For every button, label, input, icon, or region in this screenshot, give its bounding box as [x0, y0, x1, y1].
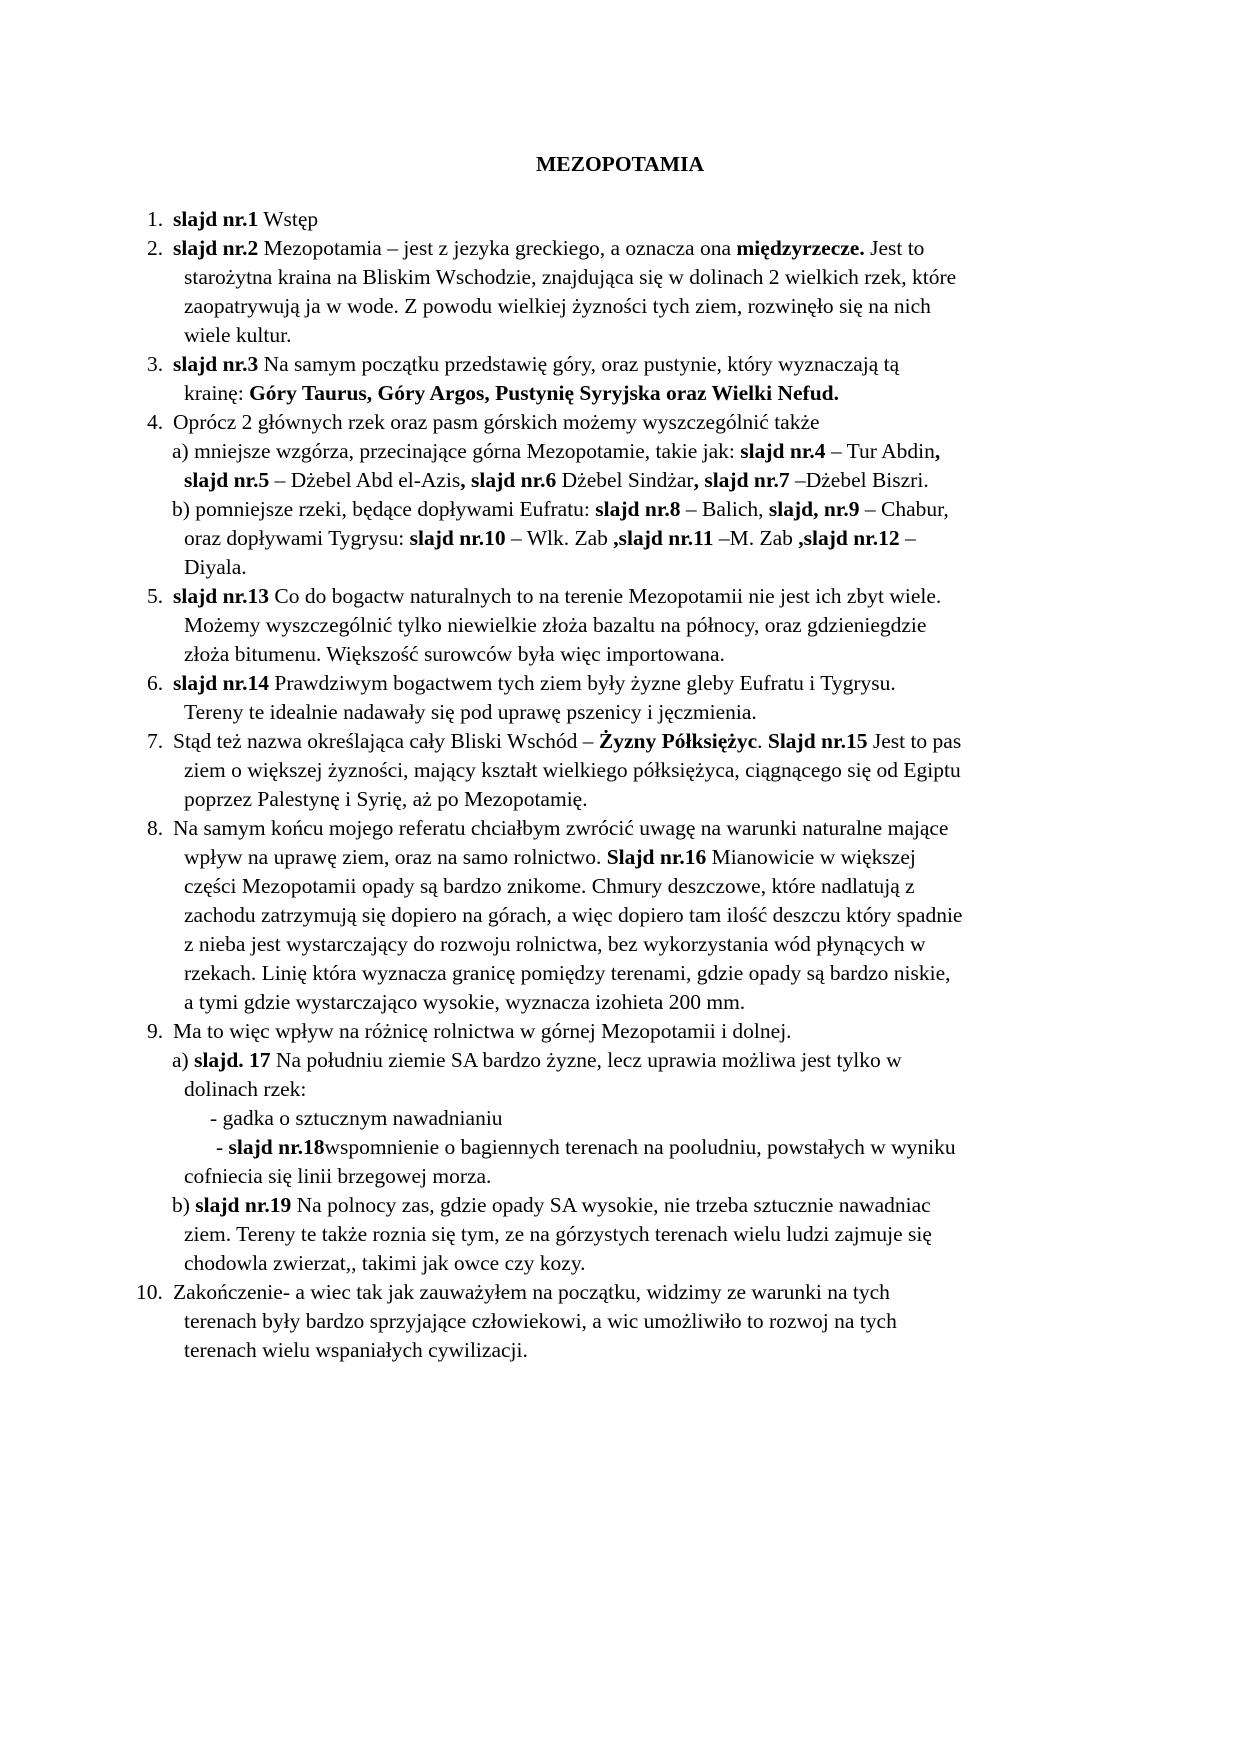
text-run: – Dżebel Abd el-Azis: [269, 468, 461, 492]
text-line: [184, 466, 929, 495]
list-number: 5.: [147, 584, 164, 608]
text-run: Na polnocy zas, gdzie opady SA wysokie, nie trzeba sztucznie nawadniac: [291, 1193, 931, 1217]
text-run: poprzez Palestynę i Syrię, aż po Mezopotamię.: [184, 787, 588, 811]
text-line: [173, 1017, 792, 1046]
text-run: –M. Zab: [713, 526, 799, 550]
text-line: [184, 1162, 491, 1191]
text-run: a) mniejsze wzgórza, przecinające górna Mezopotamie, takie jak:: [172, 439, 741, 463]
list-number: 6.: [147, 671, 164, 695]
text-run: ziem o większej żyzności, mający kształt wielkiego półksiężyca, ciągnącego się od Egiptu: [184, 758, 961, 782]
text-line: [184, 292, 931, 321]
text-run: Na samym końcu mojego referatu chciałbym zwrócić uwagę na warunki naturalne mające: [173, 816, 949, 840]
text-run: Prawdziwym bogactwem tych ziem były żyzne gleby Eufratu i Tygrysu.: [268, 671, 896, 695]
text-run: Na południu ziemie SA bardzo żyzne, lecz uprawia możliwa jest tylko w: [270, 1048, 902, 1072]
list-number: 10.: [136, 1280, 163, 1304]
bold-run: ,: [934, 439, 941, 463]
text-line: [184, 1075, 306, 1104]
text-run: Jest to pas: [867, 729, 962, 753]
text-run: b): [172, 1193, 196, 1217]
text-line: [172, 1046, 902, 1075]
text-run: cofniecia się linii brzegowej morza.: [184, 1164, 492, 1188]
text-run: Ma to więc wpływ na różnicę rolnictwa w górnej Mezopotamii i dolnej.: [173, 1019, 792, 1043]
text-run: rzekach. Linię która wyznacza granicę pomiędzy terenami, gdzie opady są bardzo niskie,: [184, 961, 951, 985]
text-line: [173, 350, 899, 379]
text-line: [210, 1104, 503, 1133]
text-line: [184, 640, 725, 669]
text-line: [173, 727, 961, 756]
text-run: –Dżebel Biszri.: [789, 468, 929, 492]
text-line: [184, 843, 916, 872]
bold-run: slajd. 17: [194, 1048, 271, 1072]
bold-run: ,slajd nr.12: [798, 526, 900, 550]
text-line: [184, 988, 745, 1017]
document-title: MEZOPOTAMIA: [535, 152, 704, 176]
text-run: Diyala.: [184, 555, 247, 579]
text-run: ziem. Tereny te także roznia się tym, ze na górzystych terenach wielu ludzi zajmuje się: [184, 1222, 932, 1246]
text-line: [184, 930, 925, 959]
text-run: dolinach rzek:: [184, 1077, 307, 1101]
text-line: [172, 1191, 931, 1220]
text-line: [172, 495, 949, 524]
text-line: [184, 553, 247, 582]
text-run: a tymi gdzie wystarczająco wysokie, wyznacza izohieta 200 mm.: [184, 990, 746, 1014]
text-run: Stąd też nazwa określająca cały Bliski Wschód –: [173, 729, 599, 753]
text-run: – Wlk. Zab: [505, 526, 614, 550]
text-run: – Chabur,: [859, 497, 949, 521]
bold-run: , slajd nr.6: [460, 468, 557, 492]
bold-run: slajd nr.10: [409, 526, 506, 550]
text-run: zaopatrywują ja w wode. Z powodu wielkiej żyzności tych ziem, rozwinęło się na nich: [184, 294, 931, 318]
bold-run: slajd nr.3: [173, 352, 259, 376]
bold-run: slajd nr.5: [184, 468, 270, 492]
text-run: zachodu zatrzymują się dopiero na górach, a więc dopiero tam ilość deszczu który spadnie: [184, 903, 963, 927]
list-number: 9.: [147, 1019, 164, 1043]
text-line: [216, 1133, 956, 1162]
list-number: 1.: [147, 207, 164, 231]
text-line: [184, 901, 962, 930]
text-line: [184, 785, 588, 814]
text-run: Na samym początku przedstawię góry, oraz pustynie, który wyznaczają tą: [258, 352, 900, 376]
text-run: wspomnienie o bagiennych terenach na pooludniu, powstałych w wyniku: [324, 1135, 956, 1159]
list-number: 7.: [147, 729, 164, 753]
text-line: [184, 756, 961, 785]
text-run: krainę:: [184, 381, 250, 405]
text-run: - gadka o sztucznym nawadnianiu: [210, 1106, 503, 1130]
text-line: [184, 872, 915, 901]
text-run: a): [172, 1048, 195, 1072]
text-line: [184, 524, 916, 553]
text-run: Jest to: [864, 236, 925, 260]
bold-run: Slajd nr.16: [606, 845, 707, 869]
text-line: [173, 1278, 890, 1307]
text-run: z nieba jest wystarczający do rozwoju rolnictwa, bez wykorzystania wód płynących w: [184, 932, 926, 956]
bold-run: slajd nr.2: [173, 236, 259, 260]
text-line: [173, 582, 941, 611]
bold-run: Góry Taurus, Góry Argos, Pustynię Syryjska oraz Wielki Nefud.: [249, 381, 839, 405]
bold-run: slajd nr.4: [740, 439, 826, 463]
bold-run: slajd nr.8: [595, 497, 681, 521]
bold-run: slajd nr.1: [173, 207, 259, 231]
text-line: [184, 1220, 932, 1249]
text-line: [184, 698, 757, 727]
text-run: Wstęp: [258, 207, 319, 231]
text-line: [184, 1249, 586, 1278]
text-run: oraz dopływami Tygrysu:: [184, 526, 410, 550]
text-run: Mianowicie w większej: [706, 845, 916, 869]
text-run: – Balich,: [680, 497, 769, 521]
list-number: 4.: [147, 410, 164, 434]
text-line: [184, 263, 956, 292]
text-line: [173, 234, 924, 263]
text-run: wpływ na uprawę ziem, oraz na samo rolnictwo.: [184, 845, 607, 869]
list-number: 3.: [147, 352, 164, 376]
text-run: Oprócz 2 głównych rzek oraz pasm górskich możemy wyszczególnić także: [173, 410, 820, 434]
bold-run: Żyzny Półksiężyc: [598, 729, 758, 753]
text-run: Mezopotamia – jest z jezyka greckiego, a oznacza ona: [258, 236, 737, 260]
text-line: [184, 611, 926, 640]
text-line: [173, 408, 820, 437]
bold-run: slajd nr.14: [173, 671, 269, 695]
text-run: – Tur Abdin: [825, 439, 935, 463]
bold-run: slajd nr.13: [173, 584, 269, 608]
bold-run: Slajd nr.15: [767, 729, 868, 753]
text-run: terenach były bardzo sprzyjające człowiekowi, a wic umożliwiło to rozwoj na tych: [184, 1309, 897, 1333]
bold-run: slajd, nr.9: [768, 497, 860, 521]
text-line: [184, 959, 950, 988]
text-run: Zakończenie- a wiec tak jak zauważyłem na początku, widzimy ze warunki na tych: [173, 1280, 890, 1304]
text-run: Dżebel Sindżar: [556, 468, 694, 492]
text-run: złoża bitumenu. Większość surowców była więc importowana.: [184, 642, 725, 666]
bold-run: ,slajd nr.11: [613, 526, 714, 550]
list-number: 2.: [147, 236, 164, 260]
bold-run: , slajd nr.7: [693, 468, 790, 492]
text-run: Tereny te idealnie nadawały się pod uprawę pszenicy i jęczmienia.: [184, 700, 757, 724]
text-line: [173, 669, 896, 698]
text-run: Możemy wyszczególnić tylko niewielkie złoża bazaltu na północy, oraz gdzieniegdzie: [184, 613, 927, 637]
text-line: [173, 814, 948, 843]
text-run: Co do bogactw naturalnych to na terenie Mezopotamii nie jest ich zbyt wiele.: [268, 584, 942, 608]
text-run: starożytna kraina na Bliskim Wschodzie, znajdująca się w dolinach 2 wielkich rzek, które: [184, 265, 957, 289]
text-run: wiele kultur.: [184, 323, 292, 347]
text-run: b) pomniejsze rzeki, będące dopływami Eufratu:: [172, 497, 596, 521]
text-run: terenach wielu wspaniałych cywilizacji.: [184, 1338, 528, 1362]
text-run: chodowla zwierzat,, takimi jak owce czy kozy.: [184, 1251, 586, 1275]
bold-run: slajd nr.18: [228, 1135, 325, 1159]
text-line: [173, 205, 318, 234]
text-line: [184, 321, 291, 350]
text-line: [184, 1336, 528, 1365]
text-run: .: [757, 729, 768, 753]
text-line: [184, 379, 839, 408]
text-run: części Mezopotamii opady są bardzo znikome. Chmury deszczowe, które nadlatują z: [184, 874, 915, 898]
text-run: –: [899, 526, 916, 550]
text-line: [184, 1307, 897, 1336]
bold-run: międzyrzecze.: [736, 236, 865, 260]
bold-run: slajd nr.19: [195, 1193, 292, 1217]
text-run: -: [216, 1135, 229, 1159]
text-line: [172, 437, 940, 466]
list-number: 8.: [147, 816, 164, 840]
